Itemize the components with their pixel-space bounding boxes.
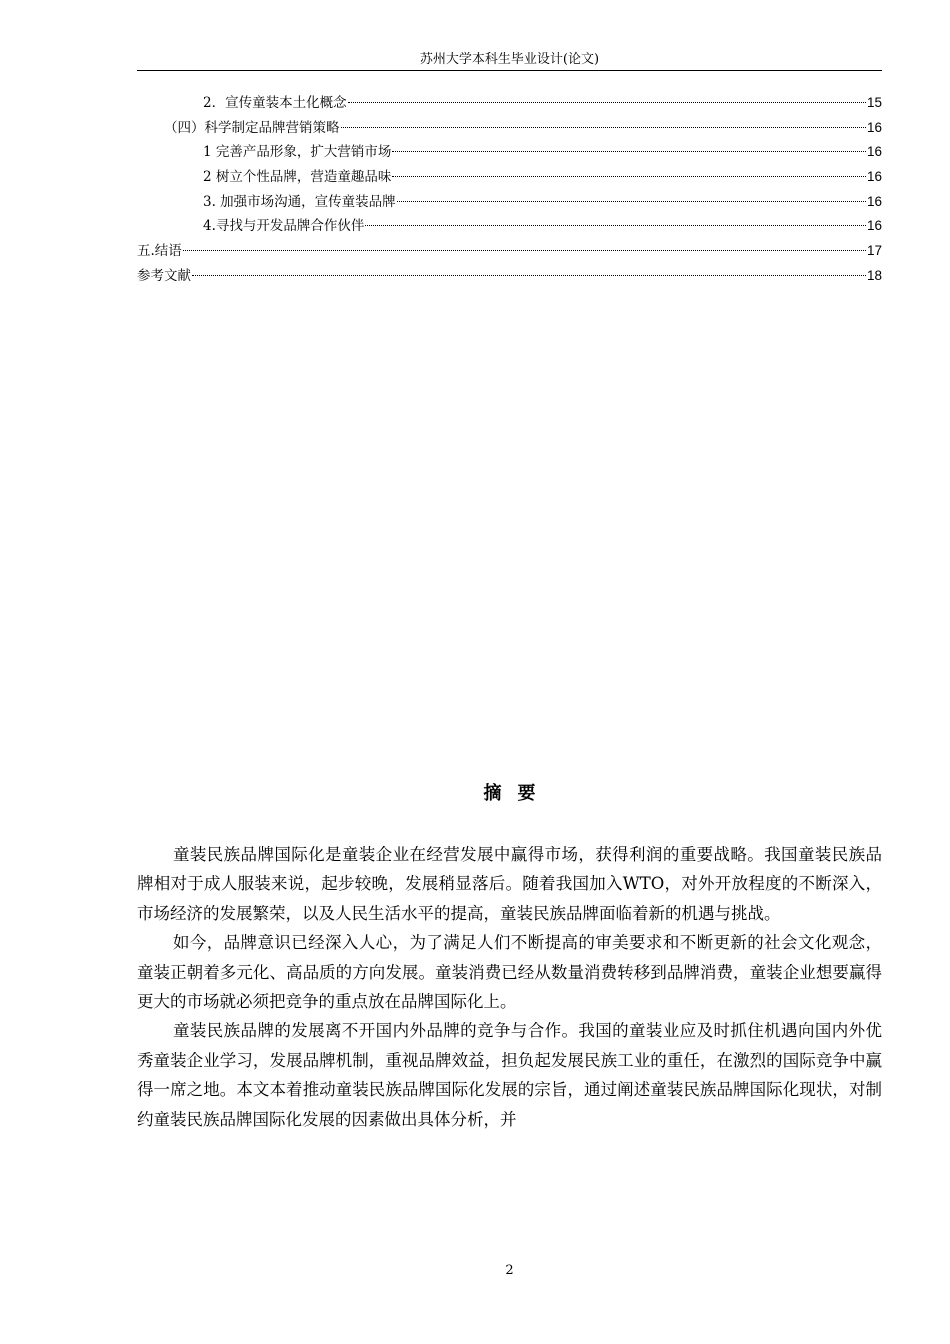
toc-entry-page: 18 [866, 267, 882, 283]
page-header: 苏州大学本科生毕业设计(论文) [419, 52, 600, 67]
toc-entry-page: 16 [866, 218, 882, 234]
toc-entry[interactable] [137, 91, 882, 116]
toc-entry-page: 16 [866, 193, 882, 209]
toc-leader-dots [183, 250, 866, 251]
toc-entry-page: 16 [866, 169, 882, 185]
toc-entry-title: 参考文献 [137, 267, 191, 284]
toc-entry-title: 2 树立个性品牌，营造童趣品味 [203, 169, 392, 186]
toc-leader-dots [365, 225, 866, 226]
table-of-contents [137, 91, 882, 289]
toc-entry[interactable] [137, 214, 882, 239]
toc-entry-title: 3. 加强市场沟通，宣传童装品牌 [203, 193, 396, 210]
abstract-body [137, 840, 882, 1134]
toc-leader-dots [392, 151, 866, 152]
toc-entry-page: 16 [866, 119, 882, 135]
toc-entry[interactable] [137, 239, 882, 264]
toc-entry-title: （四）科学制定品牌营销策略 [164, 119, 340, 136]
toc-leader-dots [192, 275, 866, 276]
toc-entry-page: 16 [866, 144, 882, 160]
toc-leader-dots [392, 176, 866, 177]
abstract-paragraph: 如今，品牌意识已经深入人心，为了满足人们不断提高的审美要求和不断更新的社会文化观念，童装正朝着多元化、高品质的方向发展。童装消费已经从数量消费转移到品牌消费，童装企业想要赢得更大的市场就必须把竞争的重点放在品牌国际化上。 [137, 933, 882, 1012]
toc-entry[interactable] [137, 165, 882, 190]
toc-leader-dots [348, 102, 866, 103]
toc-entry[interactable] [137, 264, 882, 289]
toc-entry-title: 1 完善产品形象，扩大营销市场 [203, 144, 392, 161]
header-divider [137, 70, 882, 71]
toc-entry-title: 2．宣传童装本土化概念 [203, 95, 347, 111]
toc-leader-dots [341, 127, 866, 128]
toc-entry[interactable] [137, 140, 882, 165]
abstract-paragraph: 童装民族品牌国际化是童装企业在经营发展中赢得市场，获得利润的重要战略。我国童装民族品牌相对于成人服装来说，起步较晚，发展稍显落后。随着我国加入WTO，对外开放程度的不断深入，市场经济的发展繁荣，以及人民生活水平的提高，童装民族品牌面临着新的机遇与挑战。 [137, 845, 882, 923]
toc-leader-dots [397, 201, 866, 202]
toc-entry-title: 五.结语 [137, 243, 182, 260]
abstract-title: 摘要 [483, 783, 552, 804]
page-number: 2 [505, 1263, 514, 1278]
toc-entry-title: 4.寻找与开发品牌合作伙伴 [203, 218, 365, 235]
toc-entry[interactable] [137, 190, 882, 215]
toc-entry-page: 17 [866, 243, 882, 259]
toc-entry[interactable] [137, 116, 882, 141]
toc-entry-page: 15 [866, 95, 882, 110]
abstract-paragraph: 童装民族品牌的发展离不开国内外品牌的竞争与合作。我国的童装业应及时抓住机遇向国内外优秀童装企业学习，发展品牌机制，重视品牌效益，担负起发展民族工业的重任，在激烈的国际竞争中赢得一席之地。本文本着推动童装民族品牌国际化发展的宗旨，通过阐述童装民族品牌国际化现状，对制约童装民族品牌国际化发展的因素做出具体分析，并 [137, 1021, 882, 1129]
